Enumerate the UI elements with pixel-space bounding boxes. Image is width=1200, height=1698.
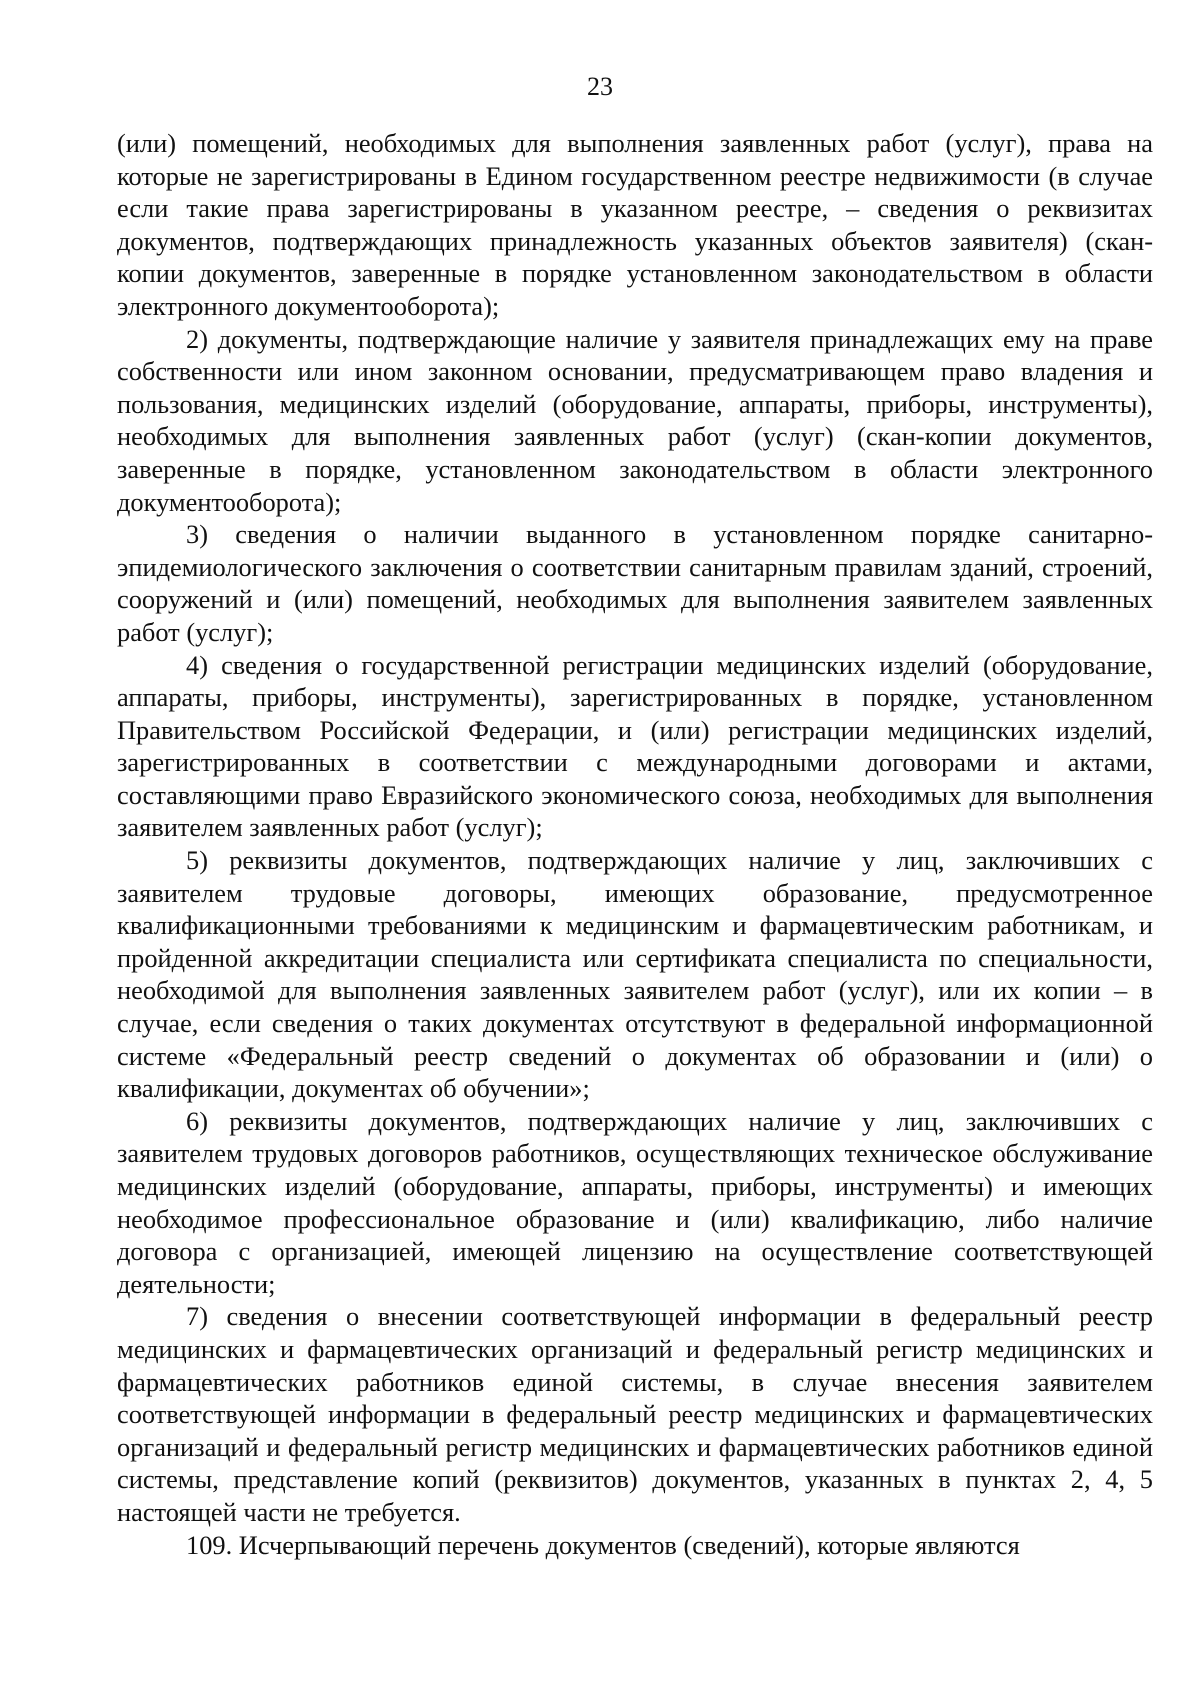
list-item-2: 2) документы, подтверждающие наличие у заявителя принадлежащих ему на праве собственности или ином законном основании, предусматривающем право владения и пользования, медицинских изделий (оборудование, аппараты, приборы, инструменты), необходимых для выполнения заявленных работ (услуг) (скан-копии документов, заверенные в порядке, установленном законодательством в области электронного документооборота); [117,323,1153,517]
list-item-6: 6) реквизиты документов, подтверждающих наличие у лиц, заключивших с заявителем трудовых договоров работников, осуществляющих техническое обслуживание медицинских изделий (оборудование, аппараты, приборы, инструменты) и имеющих необходимое профессиональное образование и (или) квалификацию, либо наличие договора с организацией, имеющей лицензию на осуществление соответствующей деятельности; [117,1105,1153,1299]
paragraph-continuation: (или) помещений, необходимых для выполнения заявленных работ (услуг), права на которые не зарегистрированы в Едином государственном реестре недвижимости (в случае если такие права зарегистрированы в указанном реестре, – сведения о реквизитах документов, подтверждающих принадлежность указанных объектов заявителя) (скан-копии документов, заверенные в порядке установленном законодательством в области электронного документооборота); [117,128,1153,321]
list-item-4: 4) сведения о государственной регистрации медицинских изделий (оборудование, аппараты, приборы, инструменты), зарегистрированных в порядке, установленном Правительством Российской Федерации, и (или) регистрации медицинских изделий, зарегистрированных в соответствии с международными договорами и актами, составляющими право Евразийского экономического союза, необходимых для выполнения заявителем заявленных работ (услуг); [117,649,1153,843]
list-item-5: 5) реквизиты документов, подтверждающих наличие у лиц, заключивших с заявителем трудовые договоры, имеющих образование, предусмотренное квалификационными требованиями к медицинским и фармацевтическим работникам, и пройденной аккредитации специалиста или сертификата специалиста по специальности, необходимой для выполнения заявленных заявителем работ (услуг), или их копии – в случае, если сведения о таких документах отсутствуют в федеральной информационной системе «Федеральный реестр сведений о документах об образовании и (или) о квалификации, документах об обучении»; [117,845,1153,1104]
page-number: 23 [587,72,613,101]
section-109-start: 109. Исчерпывающий перечень документов (сведений), которые являются [186,1529,1020,1560]
list-item-7: 7) сведения о внесении соответствующей информации в федеральный реестр медицинских и фармацевтических организаций и федеральный регистр медицинских и фармацевтических работников единой системы, в случае внесения заявителем соответствующей информации в федеральный реестр медицинских и фармацевтических организаций и федеральный регистр медицинских и фармацевтических работников единой системы, представление копий (реквизитов) документов, указанных в пунктах 2, 4, 5 настоящей части не требуется. [117,1301,1153,1527]
document-body [117,127,1153,1561]
list-item-3: 3) сведения о наличии выданного в установленном порядке санитарно-эпидемиологического заключения о соответствии санитарным правилам зданий, строений, сооружений и (или) помещений, необходимых для выполнения заявителем заявленных работ (услуг); [117,519,1153,647]
